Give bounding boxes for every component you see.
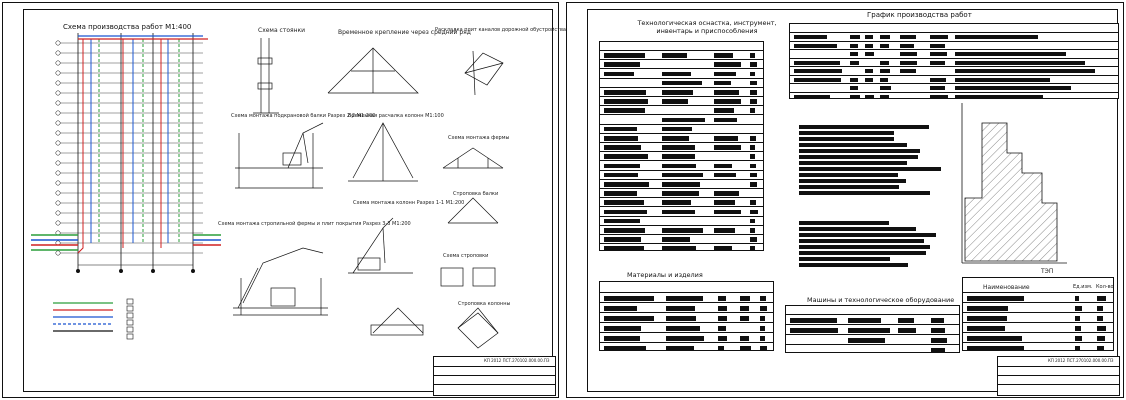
- redacted-cell: [760, 316, 765, 321]
- redacted-cell: [666, 316, 696, 321]
- fragment-label-raskladka-plit: Раскладка плит каналов дорожной обустройства: [435, 27, 567, 33]
- redacted-cell: [760, 296, 766, 301]
- table-row: [963, 342, 1113, 353]
- redacted-cell: [718, 316, 727, 321]
- fragment-label-podkranovaya-balka: Схема монтажа подкрановой балки Разрез 2-2 М1:200: [231, 113, 376, 119]
- redacted-cell: [760, 306, 767, 311]
- fragment-label-strop-balki: Строповка балки: [453, 191, 499, 197]
- redacted-cell: [931, 338, 947, 343]
- fragment-label-strop-kolonny: Строповка колонны: [458, 301, 511, 307]
- redacted-cell: [760, 336, 765, 341]
- redacted-cell: [740, 346, 751, 351]
- axis-marker: [56, 171, 60, 175]
- redacted-cell: [1075, 296, 1079, 301]
- axis-marker: [56, 111, 60, 115]
- axis-marker: [56, 81, 60, 85]
- redacted-cell: [666, 336, 704, 341]
- redacted-cell: [1075, 346, 1080, 351]
- machines-table: [785, 305, 960, 353]
- redacted-cell: [604, 306, 637, 311]
- redacted-cell: [604, 326, 641, 331]
- axis-marker: [56, 41, 60, 45]
- redacted-cell: [967, 336, 1022, 341]
- fragment-label-vremennoe-kreplenie: Временное крепление через средний ряд: [338, 29, 471, 36]
- redacted-cell: [967, 346, 1024, 351]
- axis-marker: [56, 211, 60, 215]
- fragment-label-montazh-kolonn: Схема монтажа колонн Разрез 1-1 М1:200: [353, 200, 465, 206]
- redacted-cell: [1075, 326, 1081, 331]
- axis-marker: [56, 191, 60, 195]
- redacted-cell: [1097, 346, 1104, 351]
- tep-label: ТЭП: [1041, 268, 1054, 275]
- redacted-cell: [848, 328, 890, 333]
- redacted-cell: [666, 346, 694, 351]
- redacted-cell: [898, 318, 914, 323]
- building-plan-scheme: [3, 3, 560, 399]
- redacted-cell: [740, 336, 749, 341]
- redacted-cell: [790, 328, 838, 333]
- redacted-cell: [760, 326, 765, 331]
- redacted-cell: [718, 306, 727, 311]
- redacted-cell: [718, 336, 727, 341]
- drawing-sheet-left: [2, 2, 567, 398]
- redacted-cell: [967, 306, 1008, 311]
- tools-table-title: Технологическая оснастка, инструмент, инвентарь и приспособления: [637, 19, 777, 35]
- scheme-title: Схема производства работ М1:400: [63, 23, 192, 31]
- redacted-cell: [666, 296, 703, 301]
- redacted-cell: [1075, 306, 1082, 311]
- drawing-sheet-right: [566, 2, 1124, 398]
- redacted-cell: [1097, 306, 1103, 311]
- axis-marker: [56, 101, 60, 105]
- redacted-cell: [967, 296, 1024, 301]
- axis-marker: [56, 151, 60, 155]
- redacted-cell: [1097, 326, 1106, 331]
- redacted-cell: [967, 326, 1005, 331]
- title-block-stamp: [433, 356, 556, 396]
- redacted-cell: [898, 328, 916, 333]
- machines-title: Машины и технологическое оборудование: [807, 296, 955, 304]
- redacted-cell: [1097, 336, 1105, 341]
- redacted-cell: [1075, 336, 1082, 341]
- redacted-cell: [740, 306, 749, 311]
- tep-header-unit: Ед.изм.: [1073, 284, 1093, 290]
- redacted-cell: [967, 316, 1007, 321]
- schedule-title: График производства работ: [867, 11, 972, 19]
- axis-marker: [56, 71, 60, 75]
- redacted-cell: [666, 306, 695, 311]
- tep-header-name: Наименование: [983, 284, 1030, 291]
- axis-marker: [56, 61, 60, 65]
- stamp-code: КП 2012 ПСТ.270102.000.00.ПЗ: [484, 358, 550, 363]
- redacted-cell: [760, 346, 767, 351]
- axis-marker: [56, 51, 60, 55]
- redacted-cell: [931, 348, 945, 353]
- fragment-label-rascharka-kolonn: Временная расчалка колонн М1:100: [348, 113, 444, 119]
- redacted-cell: [848, 318, 881, 323]
- redacted-cell: [666, 326, 700, 331]
- redacted-cell: [718, 326, 726, 331]
- redacted-cell: [740, 316, 749, 321]
- axis-marker: [56, 181, 60, 185]
- redacted-cell: [931, 318, 944, 323]
- redacted-cell: [604, 346, 646, 351]
- tep-table: [962, 277, 1114, 351]
- stamp-code: КП 2012 ПСТ.270102.000.00.ПЗ: [1048, 358, 1114, 363]
- axis-marker: [56, 161, 60, 165]
- redacted-cell: [604, 316, 654, 321]
- redacted-cell: [604, 296, 654, 301]
- table-row: [600, 342, 773, 353]
- axis-marker: [56, 221, 60, 225]
- fragment-label-montazh-fermy: Схема монтажа фермы: [448, 135, 510, 141]
- redacted-cell: [718, 296, 726, 301]
- axis-marker: [56, 251, 60, 255]
- redacted-cell: [604, 336, 640, 341]
- redacted-cell: [790, 318, 837, 323]
- tep-header-qty: Кол-во: [1096, 284, 1114, 290]
- redacted-cell: [718, 346, 724, 351]
- axis-marker: [56, 91, 60, 95]
- redacted-cell: [931, 328, 945, 333]
- redacted-cell: [1097, 316, 1103, 321]
- axis-marker: [56, 141, 60, 145]
- fragment-label-stropilnaya-ferma: Схема монтажа стропильной фермы и плит покрытия Разрез 3-3 М1:200: [218, 221, 411, 227]
- axis-marker: [56, 131, 60, 135]
- table-row: [786, 344, 959, 355]
- axis-marker: [56, 121, 60, 125]
- redacted-cell: [1075, 316, 1080, 321]
- axis-marker: [56, 201, 60, 205]
- materials-title: Материалы и изделия: [627, 271, 703, 279]
- redacted-cell: [740, 296, 750, 301]
- fragment-label-skhema-stropovki: Схема строповки: [443, 253, 489, 259]
- redacted-cell: [1097, 296, 1106, 301]
- redacted-cell: [848, 338, 885, 343]
- materials-table: [599, 281, 774, 351]
- title-block-stamp: [997, 356, 1120, 396]
- fragment-label-stoyanka: Схема стоянки: [258, 27, 306, 34]
